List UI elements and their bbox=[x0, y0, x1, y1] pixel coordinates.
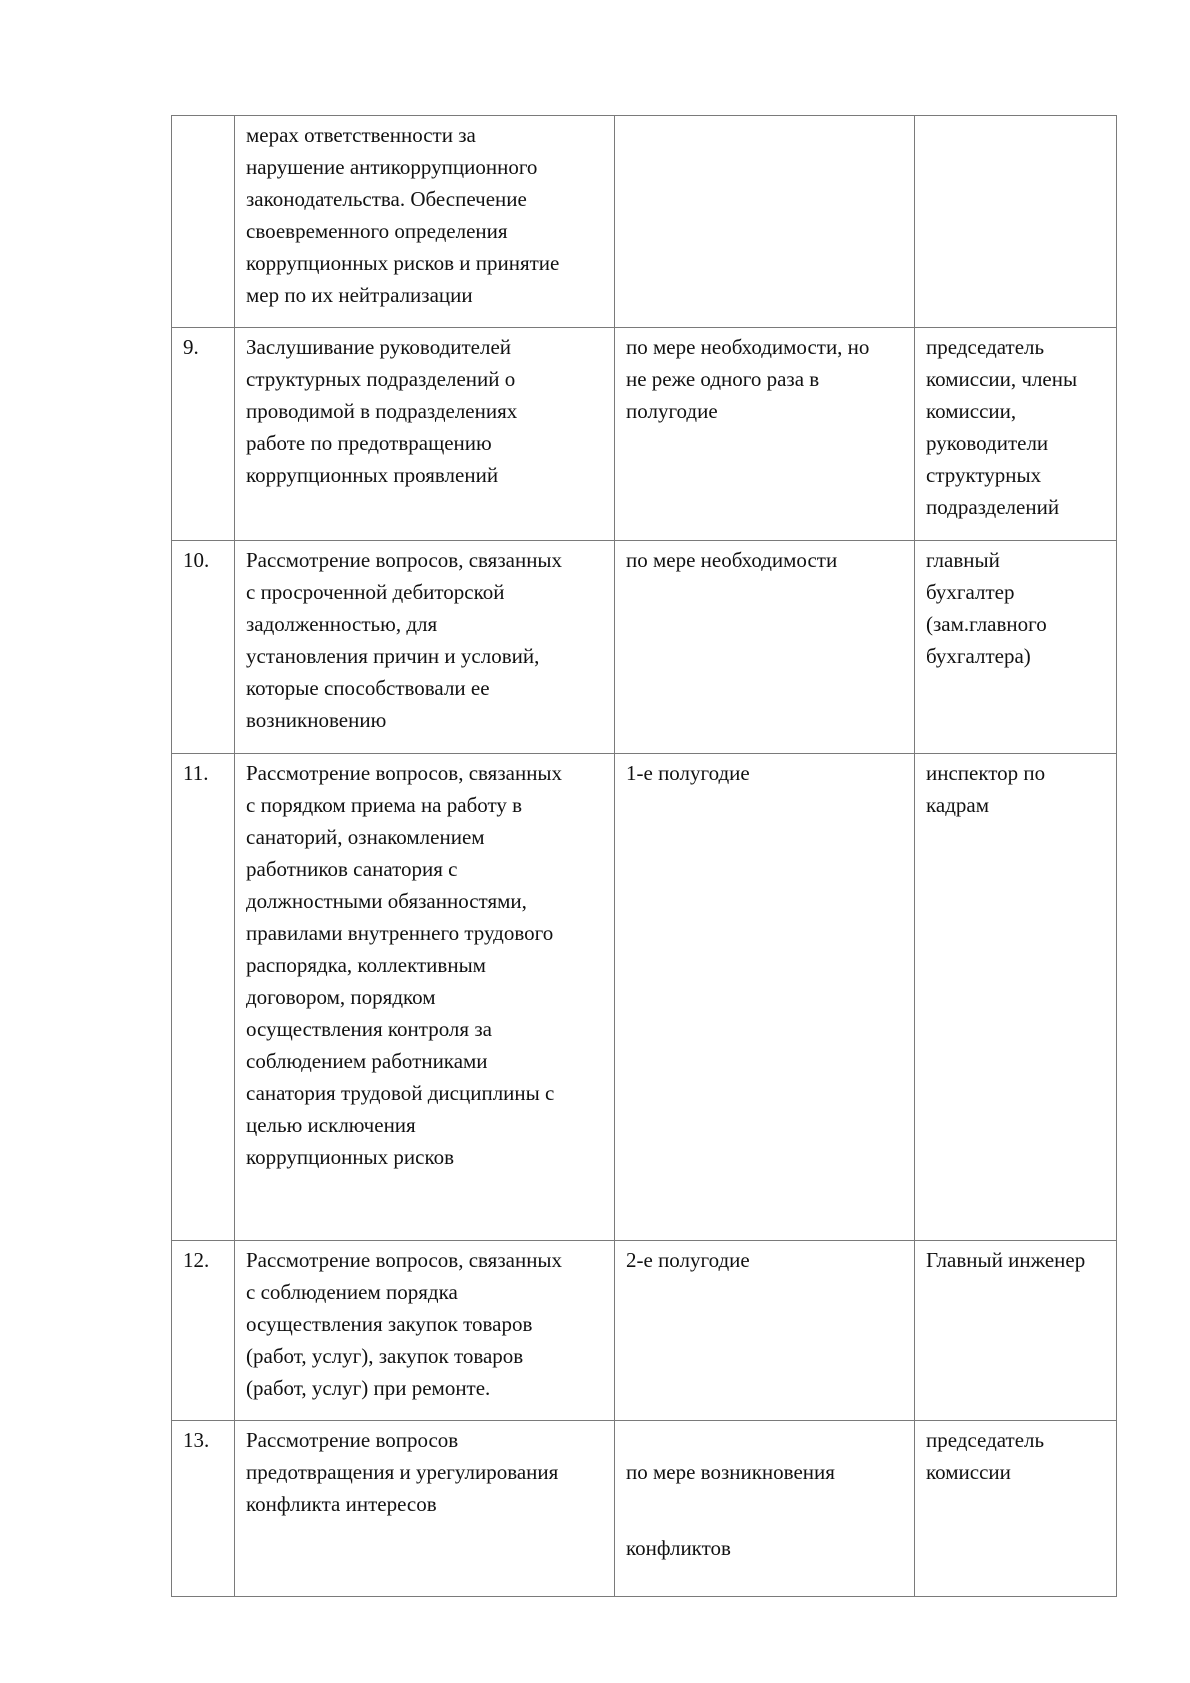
table-row bbox=[172, 1421, 1117, 1597]
activity-cell: Рассмотрение вопросов, связанных с порядком приема на работу в санаторий, ознакомлением работников санатория с должностными обязанностями, правилами внутреннего трудового распорядка, коллективным договором, порядком осуществления контроля за соблюдением работниками санатория трудовой дисциплины с целью исключения коррупционных рисков bbox=[235, 754, 615, 1241]
row-number: 11. bbox=[172, 754, 235, 1241]
responsible-cell: инспектор по кадрам bbox=[915, 754, 1117, 1241]
term-cell: по мере необходимости bbox=[615, 541, 915, 754]
table-row bbox=[172, 754, 1117, 1241]
term-cell bbox=[615, 1421, 915, 1597]
term-line: по мере возникновения bbox=[626, 1460, 835, 1484]
responsible-cell: председатель комиссии, члены комиссии, руководители структурных подразделений bbox=[915, 328, 1117, 541]
responsible-cell: председатель комиссии bbox=[915, 1421, 1117, 1597]
activity-cell: Рассмотрение вопросов, связанных с просроченной дебиторской задолженностью, для установления причин и условий, которые способствовали ее возникновению bbox=[235, 541, 615, 754]
activity-cell: Рассмотрение вопросов предотвращения и урегулирования конфликта интересов bbox=[235, 1421, 615, 1597]
table-row bbox=[172, 541, 1117, 754]
responsible-cell bbox=[915, 116, 1117, 328]
activity-cell: мерах ответственности за нарушение антикоррупционного законодательства. Обеспечение своевременного определения коррупционных рисков и принятие мер по их нейтрализации bbox=[235, 116, 615, 328]
term-cell bbox=[615, 116, 915, 328]
term-cell: по мере необходимости, но не реже одного раза в полугодие bbox=[615, 328, 915, 541]
activity-cell: Рассмотрение вопросов, связанных с соблюдением порядка осуществления закупок товаров (работ, услуг), закупок товаров (работ, услуг) при ремонте. bbox=[235, 1241, 615, 1421]
table-row bbox=[172, 1241, 1117, 1421]
responsible-cell: главный бухгалтер (зам.главного бухгалтера) bbox=[915, 541, 1117, 754]
responsible-cell: Главный инженер bbox=[915, 1241, 1117, 1421]
term-line: конфликтов bbox=[626, 1536, 731, 1560]
term-cell: 1-е полугодие bbox=[615, 754, 915, 1241]
row-number: 9. bbox=[172, 328, 235, 541]
row-number: 12. bbox=[172, 1241, 235, 1421]
row-number bbox=[172, 116, 235, 328]
table-row bbox=[172, 116, 1117, 328]
table-row bbox=[172, 328, 1117, 541]
row-number: 10. bbox=[172, 541, 235, 754]
plan-table bbox=[171, 115, 1117, 1597]
row-number: 13. bbox=[172, 1421, 235, 1597]
activity-cell: Заслушивание руководителей структурных подразделений о проводимой в подразделениях работе по предотвращению коррупционных проявлений bbox=[235, 328, 615, 541]
term-cell: 2-е полугодие bbox=[615, 1241, 915, 1421]
